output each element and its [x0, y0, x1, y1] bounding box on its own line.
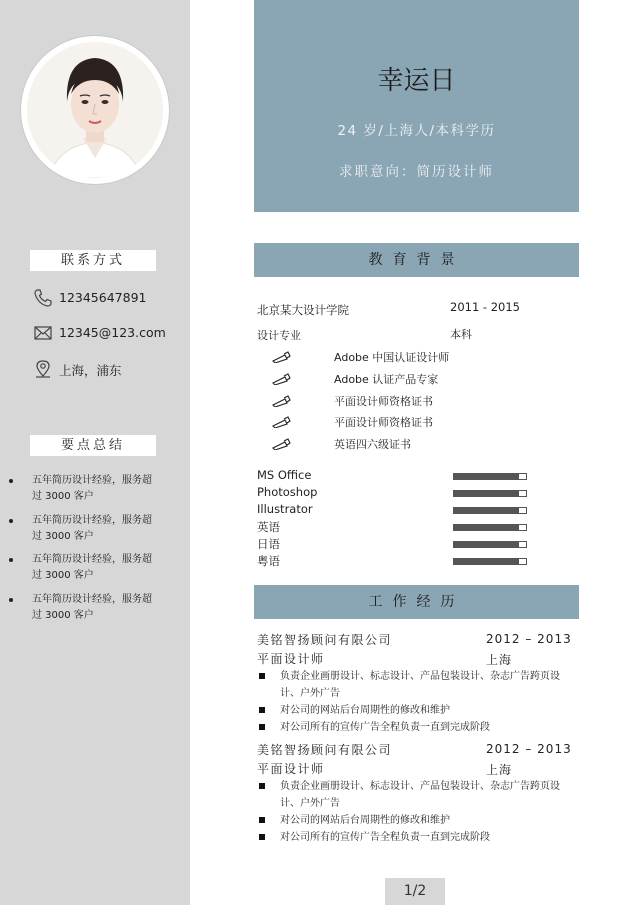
- job-duty-text: 对公司所有的宣传广告全程负责一直到完成阶段: [280, 722, 490, 733]
- page-indicator: 1/2: [385, 878, 445, 905]
- skill-name: 英语: [257, 520, 280, 534]
- phone-icon: [33, 288, 53, 308]
- skill-bar-fill: [454, 508, 519, 513]
- skill-bar: [453, 558, 527, 565]
- contact-location-text: 上海，浦东: [59, 363, 122, 378]
- summary-line: 过 3000 客户: [32, 491, 94, 502]
- bullet-square: [259, 673, 265, 679]
- job-duty-text: 负责企业画册设计、标志设计、产品包装设计、杂志广告跨页设计、户外广告: [280, 671, 560, 699]
- job-duty-text: 负责企业画册设计、标志设计、产品包装设计、杂志广告跨页设计、户外广告: [280, 781, 560, 809]
- job-location: 上海: [486, 763, 513, 777]
- certificate-icon: [271, 373, 293, 385]
- skill-bar: [453, 490, 527, 497]
- summary-line: 过 3000 客户: [32, 570, 94, 581]
- job-company: 美铭智扬顾问有限公司: [257, 633, 393, 647]
- skill-bar: [453, 524, 527, 531]
- skill-name: 日语: [257, 537, 280, 551]
- major: 设计专业: [257, 329, 301, 342]
- certificate-icon: [271, 416, 293, 428]
- job-dates: 2012 – 2013: [486, 742, 572, 756]
- bullet-dot: [9, 598, 13, 602]
- bullet-dot: [9, 479, 13, 483]
- degree: 本科: [450, 328, 472, 341]
- bullet-square: [259, 834, 265, 840]
- avatar: [27, 42, 163, 178]
- location-icon: [33, 359, 53, 379]
- bullet-square: [259, 707, 265, 713]
- summary-title: 要点总结: [30, 435, 156, 456]
- certificate-icon: [271, 438, 293, 450]
- sidebar: [0, 0, 190, 905]
- bullet-square: [259, 724, 265, 730]
- skill-bar: [453, 541, 527, 548]
- skill-name: Illustrator: [257, 502, 313, 516]
- skill-bar-fill: [454, 559, 519, 564]
- job-role: 平面设计师: [257, 652, 325, 666]
- job-duty-text: 对公司的网站后台周期性的修改和维护: [280, 705, 450, 716]
- summary-line: 五年简历设计经验，服务超: [32, 475, 152, 486]
- contact-phone-text: 12345647891: [59, 290, 147, 305]
- summary-line: 过 3000 客户: [32, 610, 94, 621]
- contact-title: 联系方式: [30, 250, 156, 271]
- skill-bar-fill: [454, 474, 519, 479]
- certificate-item: 英语四六级证书: [334, 438, 411, 451]
- skill-bar-fill: [454, 525, 519, 530]
- certificate-item: Adobe 中国认证设计师: [334, 351, 450, 364]
- job-company: 美铭智扬顾问有限公司: [257, 743, 393, 757]
- summary-line: 五年简历设计经验，服务超: [32, 594, 152, 605]
- summary-line: 过 3000 客户: [32, 531, 94, 542]
- job-duty-text: 对公司所有的宣传广告全程负责一直到完成阶段: [280, 832, 490, 843]
- skill-bar: [453, 507, 527, 514]
- candidate-info: 24 岁/上海人/本科学历: [337, 123, 496, 139]
- skill-bar-fill: [454, 491, 519, 496]
- bullet-dot: [9, 519, 13, 523]
- certificate-item: 平面设计师资格证书: [334, 395, 433, 408]
- skill-name: MS Office: [257, 468, 312, 482]
- skill-name: 粤语: [257, 554, 280, 568]
- mail-icon: [33, 323, 53, 343]
- job-location: 上海: [486, 653, 513, 667]
- school-name: 北京某大设计学院: [257, 303, 349, 317]
- certificate-icon: [271, 395, 293, 407]
- resume-header: [254, 0, 579, 212]
- work-title: 工作经历: [254, 585, 579, 619]
- avatar-frame: [21, 36, 169, 184]
- bullet-dot: [9, 558, 13, 562]
- bullet-square: [259, 817, 265, 823]
- bullet-square: [259, 783, 265, 789]
- certificate-icon: [271, 351, 293, 363]
- job-dates: 2012 – 2013: [486, 632, 572, 646]
- certificate-item: 平面设计师资格证书: [334, 416, 433, 429]
- contact-email-text: 12345@123.com: [59, 325, 166, 340]
- skill-bar-fill: [454, 542, 519, 547]
- skill-bar: [453, 473, 527, 480]
- education-title: 教育背景: [254, 243, 579, 277]
- education-years: 2011 - 2015: [450, 300, 520, 314]
- summary-line: 五年简历设计经验，服务超: [32, 515, 152, 526]
- skill-name: Photoshop: [257, 485, 318, 499]
- summary-line: 五年简历设计经验，服务超: [32, 554, 152, 565]
- certificate-item: Adobe 认证产品专家: [334, 373, 439, 386]
- job-role: 平面设计师: [257, 762, 325, 776]
- candidate-name: 幸运日: [377, 66, 456, 96]
- job-duty-text: 对公司的网站后台周期性的修改和维护: [280, 815, 450, 826]
- job-objective: 求职意向：简历设计师: [339, 164, 494, 180]
